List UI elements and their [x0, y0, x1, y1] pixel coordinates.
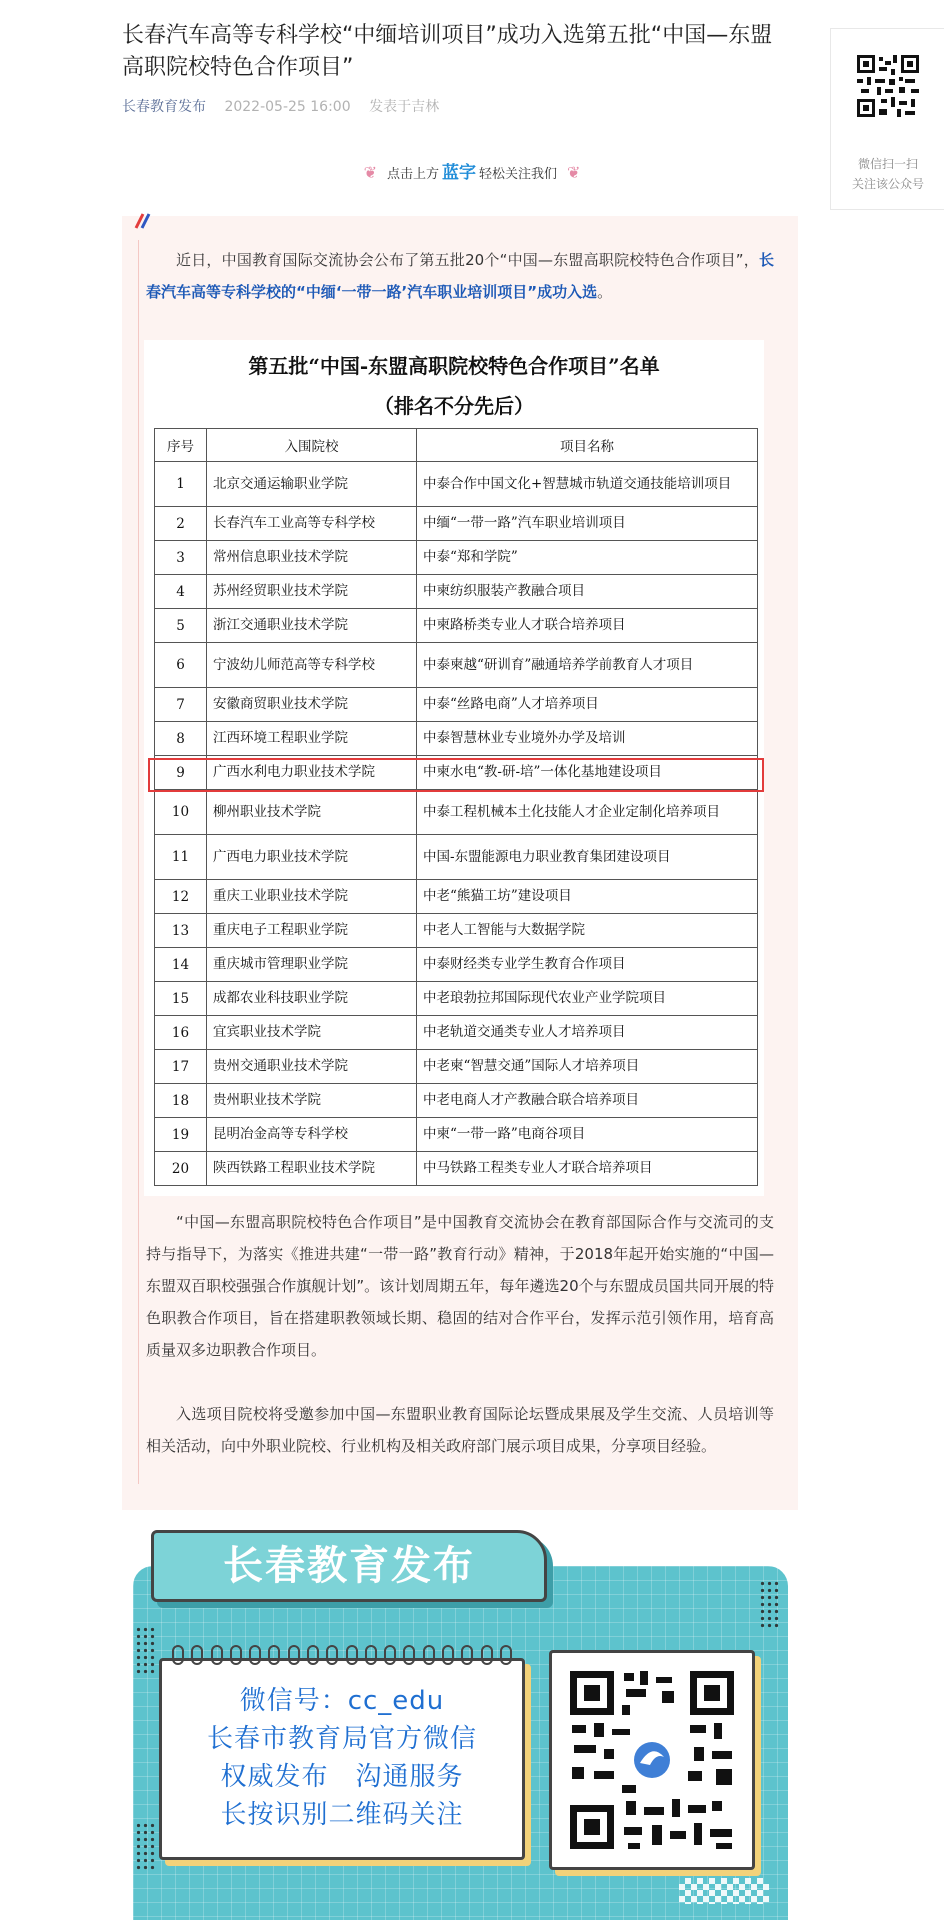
row-project: 中泰合作中国文化+智慧城市轨道交通技能培训项目: [417, 462, 758, 507]
row-project: 中老柬“智慧交通”国际人才培养项目: [417, 1050, 758, 1084]
table-row: [155, 835, 758, 880]
follow-highlight: 蓝字: [442, 163, 476, 183]
qr-caption-follow: 关注该公众号: [851, 177, 924, 191]
row-project: 中老轨道交通类专业人才培养项目: [417, 1016, 758, 1050]
row-number: 16: [155, 1016, 207, 1050]
left-rule: [138, 240, 139, 1484]
table-row: [155, 609, 758, 643]
official-account-desc: 长春市教育局官方微信: [206, 1724, 477, 1754]
wechat-id: 微信号：cc_edu: [239, 1686, 445, 1716]
row-number: 9: [155, 756, 207, 790]
row-school: 贵州职业技术学院: [207, 1084, 417, 1118]
row-school: 成都农业科技职业学院: [207, 982, 417, 1016]
notebook-rings: [172, 1645, 512, 1669]
table-row: [155, 1152, 758, 1186]
publish-date: 2022-05-25 16:00: [224, 99, 351, 115]
row-school: 苏州经贸职业技术学院: [207, 575, 417, 609]
row-school: 江西环境工程职业学院: [207, 722, 417, 756]
row-number: 7: [155, 688, 207, 722]
table-row: [155, 756, 758, 790]
row-school: 重庆城市管理职业学院: [207, 948, 417, 982]
row-number: 14: [155, 948, 207, 982]
row-project: 中泰“郑和学院”: [417, 541, 758, 575]
row-project: 中老“熊猫工坊”建设项目: [417, 880, 758, 914]
table-title: 第五批“中国-东盟高职院校特色合作项目”名单: [248, 354, 660, 378]
row-school: 广西水利电力职业技术学院: [207, 756, 417, 790]
row-number: 6: [155, 643, 207, 688]
row-school: 常州信息职业技术学院: [207, 541, 417, 575]
intro-highlight: 长春汽车高等专科学校的“中缅‘一带一路’汽车职业培训项目”成功入选: [146, 251, 774, 301]
row-project: 中柬纺织服装产教融合项目: [417, 575, 758, 609]
dots-decoration-right: [759, 1580, 781, 1630]
table-row: [155, 541, 758, 575]
table-header-row: [155, 429, 758, 462]
row-number: 1: [155, 462, 207, 507]
row-project: 中老琅勃拉邦国际现代农业产业学院项目: [417, 982, 758, 1016]
table-row: [155, 643, 758, 688]
row-school: 宜宾职业技术学院: [207, 1016, 417, 1050]
row-school: 重庆电子工程职业学院: [207, 914, 417, 948]
row-number: 8: [155, 722, 207, 756]
checker-decoration: [679, 1878, 769, 1904]
account-promo-banner[interactable]: [133, 1530, 788, 1920]
row-project: 中马铁路工程类专业人才联合培养项目: [417, 1152, 758, 1186]
project-table: [154, 428, 758, 1186]
header-no: 序号: [155, 429, 207, 462]
row-school: 重庆工业职业技术学院: [207, 880, 417, 914]
row-number: 5: [155, 609, 207, 643]
row-number: 10: [155, 790, 207, 835]
row-number: 20: [155, 1152, 207, 1186]
table-row: [155, 722, 758, 756]
header-project: 项目名称: [417, 429, 758, 462]
row-school: 北京交通运输职业学院: [207, 462, 417, 507]
row-number: 3: [155, 541, 207, 575]
row-number: 19: [155, 1118, 207, 1152]
row-project: 中泰工程机械本土化技能人才企业定制化培养项目: [417, 790, 758, 835]
table-row: [155, 982, 758, 1016]
row-project: 中柬“一带一路”电商谷项目: [417, 1118, 758, 1152]
row-project: 中老电商人才产教融合联合培养项目: [417, 1084, 758, 1118]
follow-suffix: 轻松关注我们: [479, 167, 558, 182]
slogan: 权威发布 沟通服务: [220, 1762, 464, 1792]
banner-title: 长春教育发布: [223, 1543, 475, 1589]
follow-prompt[interactable]: [0, 158, 944, 183]
background-paragraph: “中国—东盟高职院校特色合作项目”是中国教育交流协会在教育部国际合作与交流司的支持与指导下，为落实《推进共建“一带一路”教育行动》精神，于2018年起开始实施的“中国—东盟双百职校强强合作旗舰计划”。该计划周期五年，每年遴选20个与东盟成员国共同开展的特色职教合作项目，旨在搭建职教领域长期、稳固的结对合作平台，发挥示范引领作用，培育高质量双多边职教合作项目。: [146, 1213, 774, 1359]
follow-prefix: 点击上方: [386, 167, 439, 182]
table-row: [155, 948, 758, 982]
row-project: 中柬水电“教-研-培”一体化基地建设项目: [417, 756, 758, 790]
row-school: 长春汽车工业高等专科学校: [207, 507, 417, 541]
sprout-left-icon: ❦: [363, 163, 377, 182]
row-school: 广西电力职业技术学院: [207, 835, 417, 880]
banner-qr-card[interactable]: [549, 1650, 755, 1870]
row-school: 柳州职业技术学院: [207, 790, 417, 835]
table-row: [155, 790, 758, 835]
table-row: [155, 462, 758, 507]
scan-instruction: 长按识别二维码关注: [220, 1800, 464, 1830]
intro-text: 近日，中国教育国际交流协会公布了第五批20个“中国—东盟高职院校特色合作项目”，: [176, 251, 759, 269]
intro-end: 。: [597, 283, 613, 301]
table-row: [155, 880, 758, 914]
wechat-info-card: [159, 1658, 525, 1860]
dots-decoration-left: [135, 1626, 157, 1676]
banner-qr-code-icon: [566, 1667, 738, 1853]
table-row: [155, 1084, 758, 1118]
table-row: [155, 1016, 758, 1050]
publish-location: 发表于吉林: [369, 99, 440, 115]
row-school: 安徽商贸职业技术学院: [207, 688, 417, 722]
row-project: 中老人工智能与大数据学院: [417, 914, 758, 948]
account-name-link[interactable]: 长春教育发布: [122, 99, 206, 115]
row-number: 17: [155, 1050, 207, 1084]
row-number: 13: [155, 914, 207, 948]
project-list-image: [144, 340, 764, 1196]
row-school: 昆明冶金高等专科学校: [207, 1118, 417, 1152]
sprout-right-icon: ❦: [567, 163, 581, 182]
row-project: 中泰柬越“研训育”融通培养学前教育人才项目: [417, 643, 758, 688]
row-number: 11: [155, 835, 207, 880]
intro-paragraph: [146, 244, 774, 308]
table-row: [155, 1050, 758, 1084]
qr-code-icon: [855, 53, 921, 119]
row-project: 中泰财经类专业学生教育合作项目: [417, 948, 758, 982]
qr-caption-scan: 微信扫一扫: [857, 157, 918, 171]
row-project: 中缅“一带一路”汽车职业培训项目: [417, 507, 758, 541]
row-number: 12: [155, 880, 207, 914]
row-school: 贵州交通职业技术学院: [207, 1050, 417, 1084]
table-subtitle: （排名不分先后）: [374, 394, 534, 418]
row-project: 中泰智慧林业专业境外办学及培训: [417, 722, 758, 756]
row-project: 中泰“丝路电商”人才培养项目: [417, 688, 758, 722]
article-meta: [122, 96, 439, 116]
header-school: 入围院校: [207, 429, 417, 462]
article-body: [122, 216, 798, 1510]
table-row: [155, 575, 758, 609]
row-school: 浙江交通职业技术学院: [207, 609, 417, 643]
row-project: 中柬路桥类专业人才联合培养项目: [417, 609, 758, 643]
table-row: [155, 507, 758, 541]
dots-decoration-bottom: [135, 1822, 157, 1872]
closing-paragraph: 入选项目院校将受邀参加中国—东盟职业教育国际论坛暨成果展及学生交流、人员培训等相关活动，向中外职业院校、行业机构及相关政府部门展示项目成果，分享项目经验。: [146, 1405, 774, 1455]
row-school: 陕西铁路工程职业技术学院: [207, 1152, 417, 1186]
row-school: 宁波幼儿师范高等专科学校: [207, 643, 417, 688]
table-row: [155, 688, 758, 722]
row-number: 4: [155, 575, 207, 609]
table-row: [155, 914, 758, 948]
table-row: [155, 1118, 758, 1152]
row-number: 2: [155, 507, 207, 541]
row-project: 中国-东盟能源电力职业教育集团建设项目: [417, 835, 758, 880]
article-title: 长春汽车高等专科学校“中缅培训项目”成功入选第五批“中国—东盟高职院校特色合作项目”: [122, 23, 773, 80]
row-number: 15: [155, 982, 207, 1016]
banner-title-plate: [151, 1530, 547, 1602]
slash-decoration-icon: [134, 210, 154, 230]
row-number: 18: [155, 1084, 207, 1118]
